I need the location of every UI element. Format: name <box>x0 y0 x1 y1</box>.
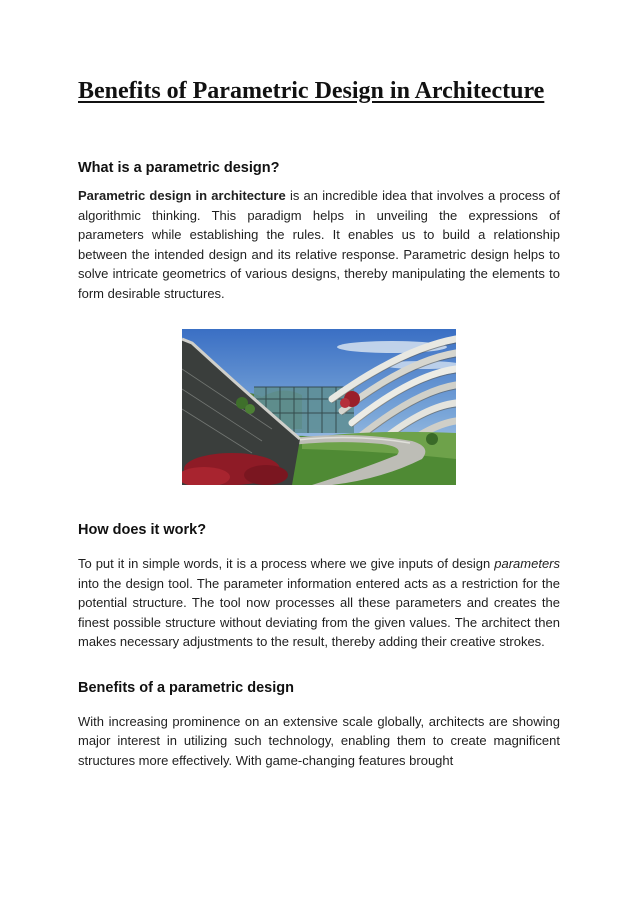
building-photo-illustration <box>182 329 456 485</box>
italic-text: parameters <box>494 556 560 571</box>
bold-lead-text: Parametric design in architecture <box>78 188 286 203</box>
parametric-building-photo <box>182 329 456 485</box>
section-heading-what: What is a parametric design? <box>78 160 280 176</box>
figure-container <box>78 329 560 485</box>
section-paragraph-benefits: With increasing prominence on an extensive scale globally, architects are showing major interest in utilizing such technology, enabling them to create magnificent structures more effectively. With game-changing features brought <box>78 713 560 768</box>
section-heading-benefits: Benefits of a parametric design <box>78 679 294 696</box>
document-title: Benefits of Parametric Design in Architecture <box>78 78 545 104</box>
paragraph-text: To put it in simple words, it is a process where we give inputs of design <box>78 556 495 571</box>
section-paragraph-what <box>78 186 560 303</box>
section-heading-how: How does it work? <box>78 522 207 538</box>
paragraph-text: is an incredible idea that involves a process of algorithmic thinking. This paradigm helps in unveiling the expressions of parameters while establishing the rules. It enables us to build a relationship between the intended design and its relative response. Parametric design helps to solve intricate geometrics of various designs, thereby manipulating the elements to form desirable structures. <box>78 188 560 301</box>
document-page <box>78 76 560 770</box>
paragraph-text: into the design tool. The parameter information entered acts as a restriction for the potential structure. The tool now processes all these parameters and creates the finest possible structure without deviating from the given values. The architect then makes necessary adjustments to the result, thereby adding their creative strokes. <box>78 575 560 649</box>
section-paragraph-how <box>78 554 560 652</box>
